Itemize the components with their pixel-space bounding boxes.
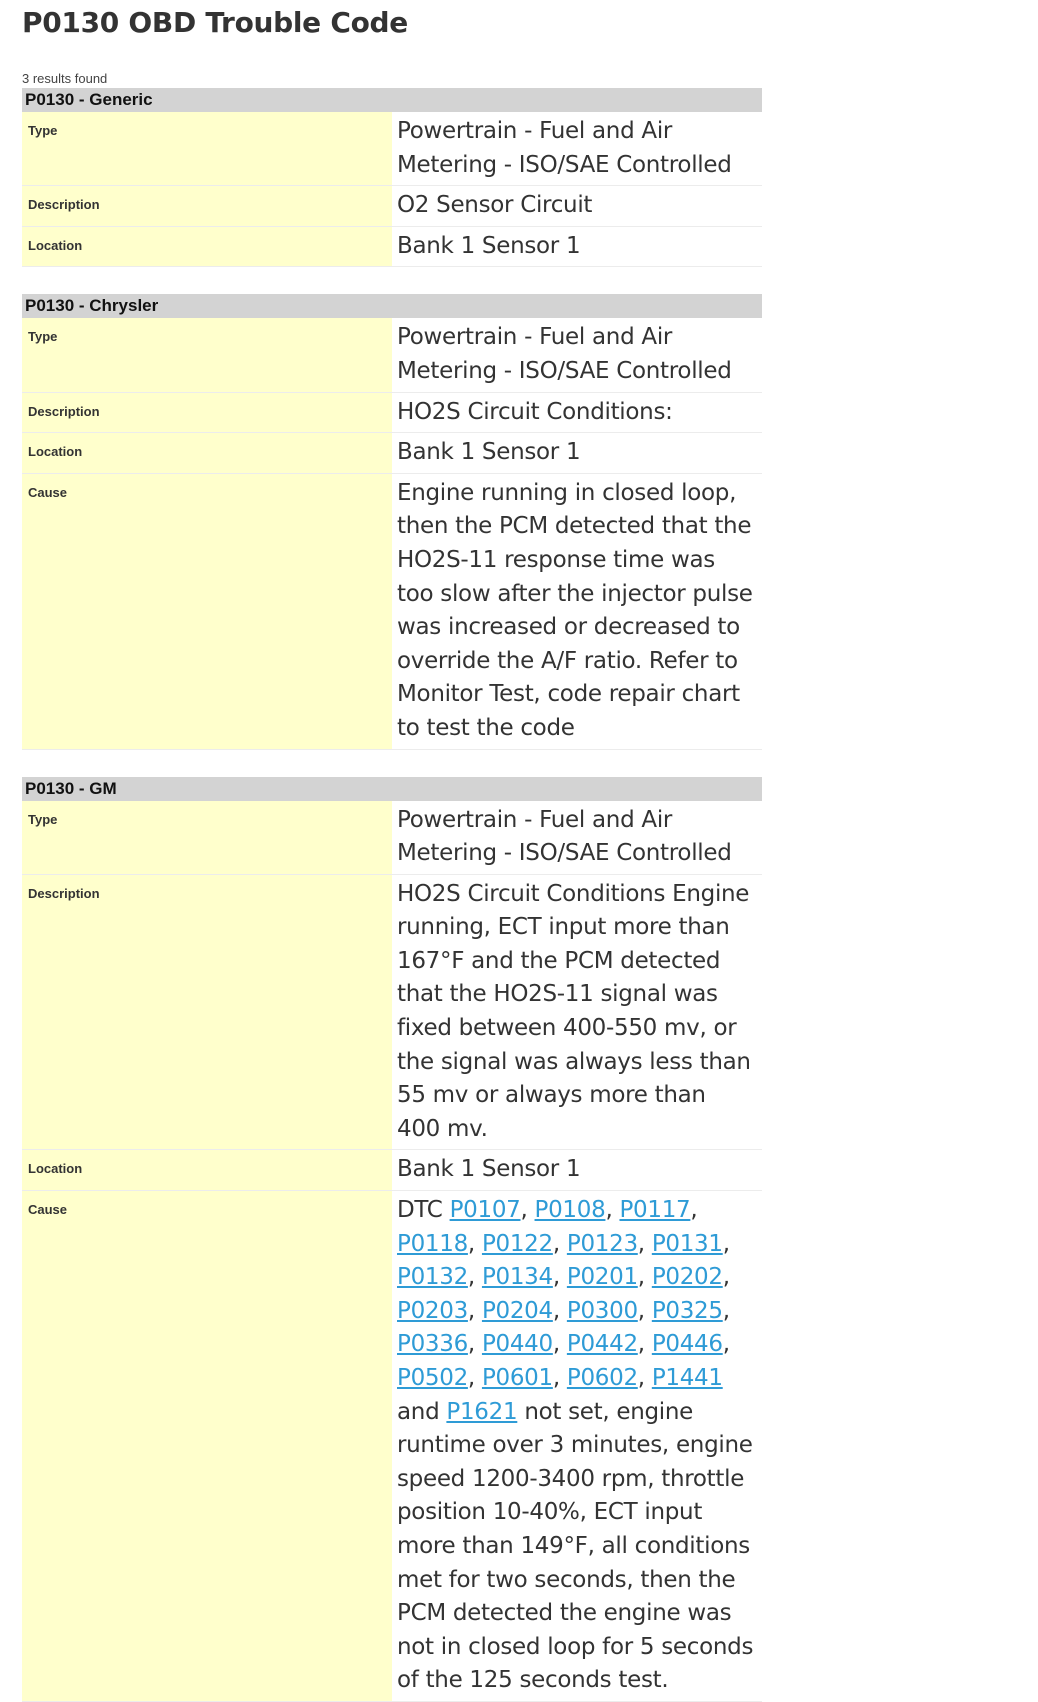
dtc-link-p0118[interactable]: P0118 <box>397 1230 468 1257</box>
generic-type: Powertrain - Fuel and Air Metering - ISO/SAE Controlled <box>392 112 762 186</box>
table-row <box>22 433 762 474</box>
table-row <box>22 186 762 227</box>
description-label: Description <box>22 874 392 1150</box>
chrysler-type: Powertrain - Fuel and Air Metering - ISO/SAE Controlled <box>392 318 762 392</box>
chrysler-description: HO2S Circuit Conditions: <box>392 392 762 433</box>
gm-location: Bank 1 Sensor 1 <box>392 1150 762 1191</box>
chrysler-header: P0130 - Chrysler <box>22 294 762 318</box>
dtc-link-p0202[interactable]: P0202 <box>651 1264 723 1291</box>
cause-label: Cause <box>22 473 392 749</box>
chrysler-table <box>22 294 762 749</box>
table-row <box>22 112 762 186</box>
section-gap <box>22 750 1038 777</box>
gm-cause-suffix: not set, engine runtime over 3 minutes, engine speed 1200-3400 rpm, throttle position 10-40%, ECT input more than 149°F, all conditions met for two seconds, then the PCM detected the engine was not in closed loop for 5 seconds of the 125 seconds test. <box>397 1398 754 1694</box>
dtc-link-p0300[interactable]: P0300 <box>566 1297 638 1324</box>
dtc-link-p0204[interactable]: P0204 <box>481 1297 553 1324</box>
generic-table <box>22 88 762 267</box>
dtc-link-p0203[interactable]: P0203 <box>397 1297 468 1324</box>
cause-and-text: and <box>397 1398 447 1425</box>
generic-location: Bank 1 Sensor 1 <box>392 226 762 267</box>
dtc-link-p0602[interactable]: P0602 <box>566 1365 638 1391</box>
gm-table <box>22 777 762 1702</box>
gm-cause-links: P0107, P0108, P0117, P0118, P0122, P0123, P0131, P0132, P0134, P0201, P0202, P0203, P0204, P0300, P0325, P0336, P0440, P0442, P0446, P0502, P0601, P0602, P1441 and P1621 <box>397 1197 730 1425</box>
location-label: Location <box>22 433 392 474</box>
cause-label: Cause <box>22 1191 392 1702</box>
generic-header: P0130 - Generic <box>22 88 762 112</box>
location-label: Location <box>22 1150 392 1191</box>
dtc-link-p0440[interactable]: P0440 <box>481 1331 553 1358</box>
table-row <box>22 226 762 267</box>
gm-type: Powertrain - Fuel and Air Metering - ISO/SAE Controlled <box>392 801 762 875</box>
type-label: Type <box>22 112 392 186</box>
page-title: P0130 OBD Trouble Code <box>22 6 408 39</box>
dtc-link-p0131[interactable]: P0131 <box>651 1230 723 1257</box>
gm-header: P0130 - GM <box>22 777 762 801</box>
description-label: Description <box>22 186 392 227</box>
dtc-link-p0325[interactable]: P0325 <box>651 1297 723 1324</box>
chrysler-cause: Engine running in closed loop, then the PCM detected that the HO2S-11 response time was too slow after the injector pulse was increased or decreased to override the A/F ratio. Refer to Monitor Test, code repair chart to test the code <box>392 473 762 749</box>
dtc-link-p0201[interactable]: P0201 <box>566 1264 638 1291</box>
dtc-link-p0132[interactable]: P0132 <box>397 1264 468 1291</box>
table-row <box>22 1150 762 1191</box>
dtc-link-p0336[interactable]: P0336 <box>397 1331 468 1358</box>
dtc-link-p0442[interactable]: P0442 <box>566 1331 638 1358</box>
dtc-link-p0446[interactable]: P0446 <box>651 1331 723 1358</box>
location-label: Location <box>22 226 392 267</box>
gm-cause <box>392 1191 762 1702</box>
dtc-link-p0123[interactable]: P0123 <box>566 1230 638 1257</box>
gm-cause-prefix: DTC <box>397 1197 443 1224</box>
table-row <box>22 473 762 749</box>
generic-description: O2 Sensor Circuit <box>392 186 762 227</box>
type-label: Type <box>22 801 392 875</box>
dtc-link-p0108[interactable]: P0108 <box>534 1197 606 1224</box>
table-row <box>22 801 762 875</box>
dtc-link-p0107[interactable]: P0107 <box>449 1197 521 1224</box>
gm-description: HO2S Circuit Conditions Engine running, ECT input more than 167°F and the PCM detected that the HO2S-11 signal was fixed between 400-550 mv, or the signal was always less than 55 mv or always more than 400 mv. <box>392 874 762 1150</box>
chrysler-location: Bank 1 Sensor 1 <box>392 433 762 474</box>
section-gap <box>22 267 1038 294</box>
table-row <box>22 318 762 392</box>
dtc-link-p0117[interactable]: P0117 <box>619 1197 691 1224</box>
description-label: Description <box>22 392 392 433</box>
dtc-link-p0122[interactable]: P0122 <box>481 1230 553 1257</box>
table-row <box>22 1191 762 1702</box>
table-row <box>22 874 762 1150</box>
dtc-link-p1621[interactable]: P1621 <box>446 1398 518 1425</box>
type-label: Type <box>22 318 392 392</box>
dtc-link-p0502[interactable]: P0502 <box>397 1365 468 1391</box>
dtc-link-p0601[interactable]: P0601 <box>481 1365 553 1391</box>
dtc-link-p0134[interactable]: P0134 <box>481 1264 553 1291</box>
table-row <box>22 392 762 433</box>
dtc-link-p1441[interactable]: P1441 <box>651 1365 723 1391</box>
results-count: 3 results found <box>22 71 108 86</box>
